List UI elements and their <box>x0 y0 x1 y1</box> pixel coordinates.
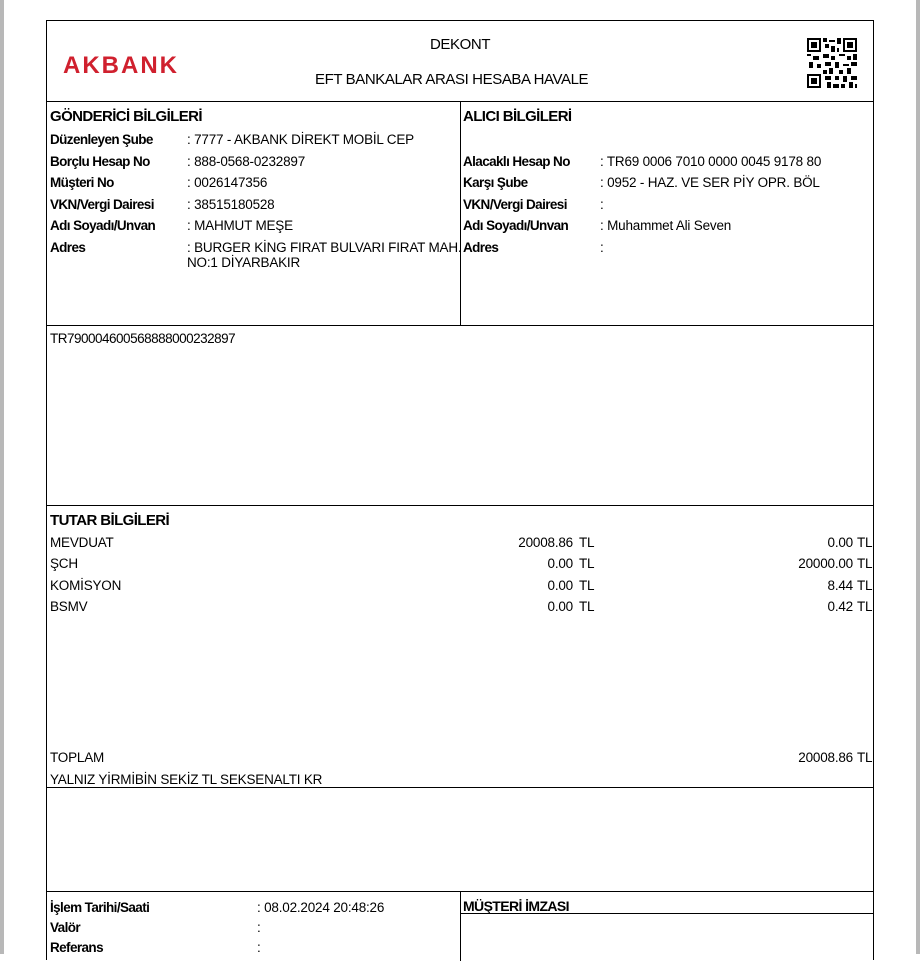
amount-credit: 20000.00 <box>798 556 853 571</box>
amount-row-label: MEVDUAT <box>50 535 114 550</box>
divider <box>47 505 873 506</box>
footer-label: Referans <box>50 940 103 955</box>
amount-debit: 0.00 <box>547 556 573 571</box>
amount-debit: 0.00 <box>547 578 573 593</box>
column-divider <box>460 101 461 325</box>
footer-value: : <box>257 920 261 935</box>
amount-credit: 8.44 <box>827 578 853 593</box>
amount-debit-currency: TL <box>579 578 595 593</box>
amount-row-label: BSMV <box>50 599 88 614</box>
receiver-label: Adı Soyadı/Unvan <box>463 218 569 233</box>
total-label: TOPLAM <box>50 750 105 765</box>
receiver-label: Alacaklı Hesap No <box>463 154 570 169</box>
viewer-edge-right <box>916 0 920 954</box>
receiver-value: : <box>600 240 604 255</box>
amount-debit-currency: TL <box>579 556 595 571</box>
sender-value: : BURGER KİNG FIRAT BULVARI FIRAT MAH. <box>187 240 462 255</box>
amount-credit-currency: TL <box>857 578 873 593</box>
signature-divider <box>460 913 873 914</box>
receiver-value: : TR69 0006 7010 0000 0045 9178 80 <box>600 154 822 169</box>
receiver-value: : <box>600 197 604 212</box>
sender-label: VKN/Vergi Dairesi <box>50 197 154 212</box>
footer-value: : 08.02.2024 20:48:26 <box>257 900 385 915</box>
sender-section-title: GÖNDERİCİ BİLGİLERİ <box>50 108 202 125</box>
divider <box>47 325 873 326</box>
footer-value: : <box>257 940 261 955</box>
amount-credit: 0.00 <box>827 535 853 550</box>
amount-debit: 0.00 <box>547 599 573 614</box>
sender-label: Düzenleyen Şube <box>50 132 153 147</box>
amount-credit: 0.42 <box>827 599 853 614</box>
receiver-label: Karşı Şube <box>463 175 528 190</box>
viewer-edge-left <box>0 0 4 954</box>
sender-label: Müşteri No <box>50 175 114 190</box>
footer-label: İşlem Tarihi/Saati <box>50 900 150 915</box>
sender-value: : 38515180528 <box>187 197 275 212</box>
total-currency: TL <box>857 750 873 765</box>
sender-value: : 0026147356 <box>187 175 268 190</box>
akbank-logo: AKBANK <box>63 52 179 79</box>
document-title: DEKONT <box>430 36 491 53</box>
qr-code-icon <box>807 38 857 88</box>
total-in-words: YALNIZ YİRMİBİN SEKİZ TL SEKSENALTI KR <box>50 772 323 787</box>
amount-credit-currency: TL <box>857 599 873 614</box>
amount-debit-currency: TL <box>579 535 595 550</box>
column-divider <box>460 891 461 961</box>
receiver-value: : Muhammet Ali Seven <box>600 218 732 233</box>
document-subtitle: EFT BANKALAR ARASI HESABA HAVALE <box>315 71 589 88</box>
receiver-label: Adres <box>463 240 499 255</box>
sender-value: : MAHMUT MEŞE <box>187 218 293 233</box>
sender-value-line2: NO:1 DİYARBAKIR <box>187 255 301 270</box>
sender-label: Borçlu Hesap No <box>50 154 150 169</box>
receiver-value: : 0952 - HAZ. VE SER PİY OPR. BÖL <box>600 175 820 190</box>
amount-debit-currency: TL <box>579 599 595 614</box>
sender-value: : 888-0568-0232897 <box>187 154 306 169</box>
sender-value: : 7777 - AKBANK DİREKT MOBİL CEP <box>187 132 414 147</box>
sender-label: Adres <box>50 240 86 255</box>
signature-title: MÜŞTERİ İMZASI <box>463 898 569 914</box>
total-value: 20008.86 <box>798 750 853 765</box>
amount-credit-currency: TL <box>857 535 873 550</box>
amount-credit-currency: TL <box>857 556 873 571</box>
receipt-document <box>46 20 874 960</box>
footer-label: Valör <box>50 920 81 935</box>
receiver-section-title: ALICI BİLGİLERİ <box>463 108 572 125</box>
sender-label: Adı Soyadı/Unvan <box>50 218 156 233</box>
amount-debit: 20008.86 <box>518 535 573 550</box>
receiver-label: VKN/Vergi Dairesi <box>463 197 567 212</box>
amounts-section-title: TUTAR BİLGİLERİ <box>50 512 170 529</box>
iban-text: TR790004600568888000232897 <box>50 331 236 346</box>
amount-row-label: ŞCH <box>50 556 78 571</box>
divider <box>47 787 873 788</box>
amount-row-label: KOMİSYON <box>50 578 122 593</box>
